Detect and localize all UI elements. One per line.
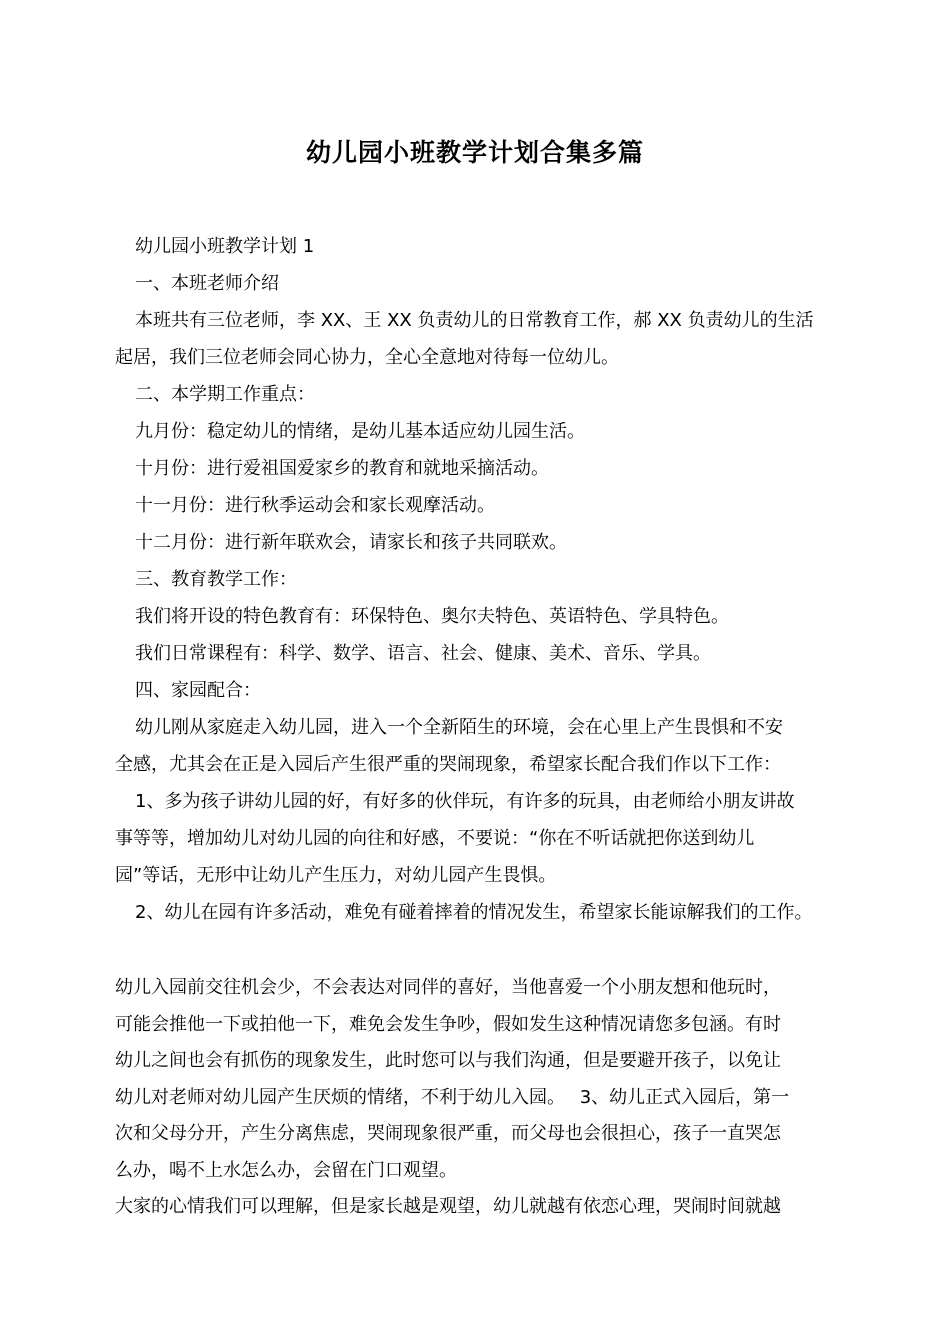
paragraph-line: 么办，喝不上水怎么办，会留在门口观望。 [115, 1159, 457, 1181]
paragraph-line: 起居，我们三位老师会同心协力，全心全意地对待每一位幼儿。 [115, 347, 619, 368]
paragraph-line: 十二月份：进行新年联欢会，请家长和孩子共同联欢。 [135, 532, 567, 553]
paragraph-line: 二、本学期工作重点： [135, 384, 315, 405]
paragraph-line: 幼儿对老师对幼儿园产生厌烦的情绪，不利于幼儿入园。 3、幼儿正式入园后，第一 [115, 1086, 790, 1108]
paragraph-line: 幼儿入园前交往机会少，不会表达对同伴的喜好，当他喜爱一个小朋友想和他玩时， [115, 977, 781, 998]
document-title: 幼儿园小班教学计划合集多篇 [305, 138, 644, 167]
paragraph-line: 三、教育教学工作： [135, 569, 297, 590]
paragraph-line: 2、幼儿在园有许多活动，难免有碰着摔着的情况发生，希望家长能谅解我们的工作。 [135, 902, 813, 923]
paragraph-line: 1、多为孩子讲幼儿园的好，有好多的伙伴玩，有许多的玩具，由老师给小朋友讲故 [135, 791, 795, 812]
paragraph-line: 一、本班老师介绍 [135, 273, 279, 294]
paragraph-line: 九月份：稳定幼儿的情绪，是幼儿基本适应幼儿园生活。 [135, 421, 585, 442]
paragraph-line: 园”等话，无形中让幼儿产生压力，对幼儿园产生畏惧。 [115, 865, 557, 886]
plan-section-two [115, 970, 850, 1226]
paragraph-line: 四、家园配合： [135, 680, 261, 701]
paragraph-line: 次和父母分开，产生分离焦虑，哭闹现象很严重，而父母也会很担心，孩子一直哭怎 [115, 1123, 781, 1144]
paragraph-line: 我们日常课程有：科学、数学、语言、社会、健康、美术、音乐、学具。 [135, 643, 711, 664]
paragraph-line: 幼儿之间也会有抓伤的现象发生，此时您可以与我们沟通，但是要避开孩子，以免让 [115, 1050, 781, 1071]
paragraph-line: 十一月份：进行秋季运动会和家长观摩活动。 [135, 495, 495, 516]
paragraph-line: 事等等，增加幼儿对幼儿园的向往和好感，不要说：“你在不听话就把你送到幼儿 [115, 828, 755, 849]
plan-section-one [115, 228, 850, 931]
paragraph-line: 本班共有三位老师，李 XX、王 XX 负责幼儿的日常教育工作，郝 XX 负责幼儿的生活 [135, 310, 814, 331]
paragraph-line: 大家的心情我们可以理解，但是家长越是观望，幼儿就越有依恋心理，哭闹时间就越 [115, 1196, 781, 1217]
paragraph-line: 我们将开设的特色教育有：环保特色、奥尔夫特色、英语特色、学具特色。 [135, 606, 729, 627]
paragraph-line: 幼儿园小班教学计划 1 [135, 236, 315, 257]
paragraph-line: 幼儿刚从家庭走入幼儿园，进入一个全新陌生的环境，会在心里上产生畏惧和不安 [135, 717, 783, 738]
paragraph-line: 可能会推他一下或拍他一下，难免会发生争吵，假如发生这种情况请您多包涵。有时 [115, 1013, 781, 1035]
paragraph-line: 全感，尤其会在正是入园后产生很严重的哭闹现象，希望家长配合我们作以下工作： [115, 754, 781, 775]
paragraph-line: 十月份：进行爱祖国爱家乡的教育和就地采摘活动。 [135, 458, 549, 479]
